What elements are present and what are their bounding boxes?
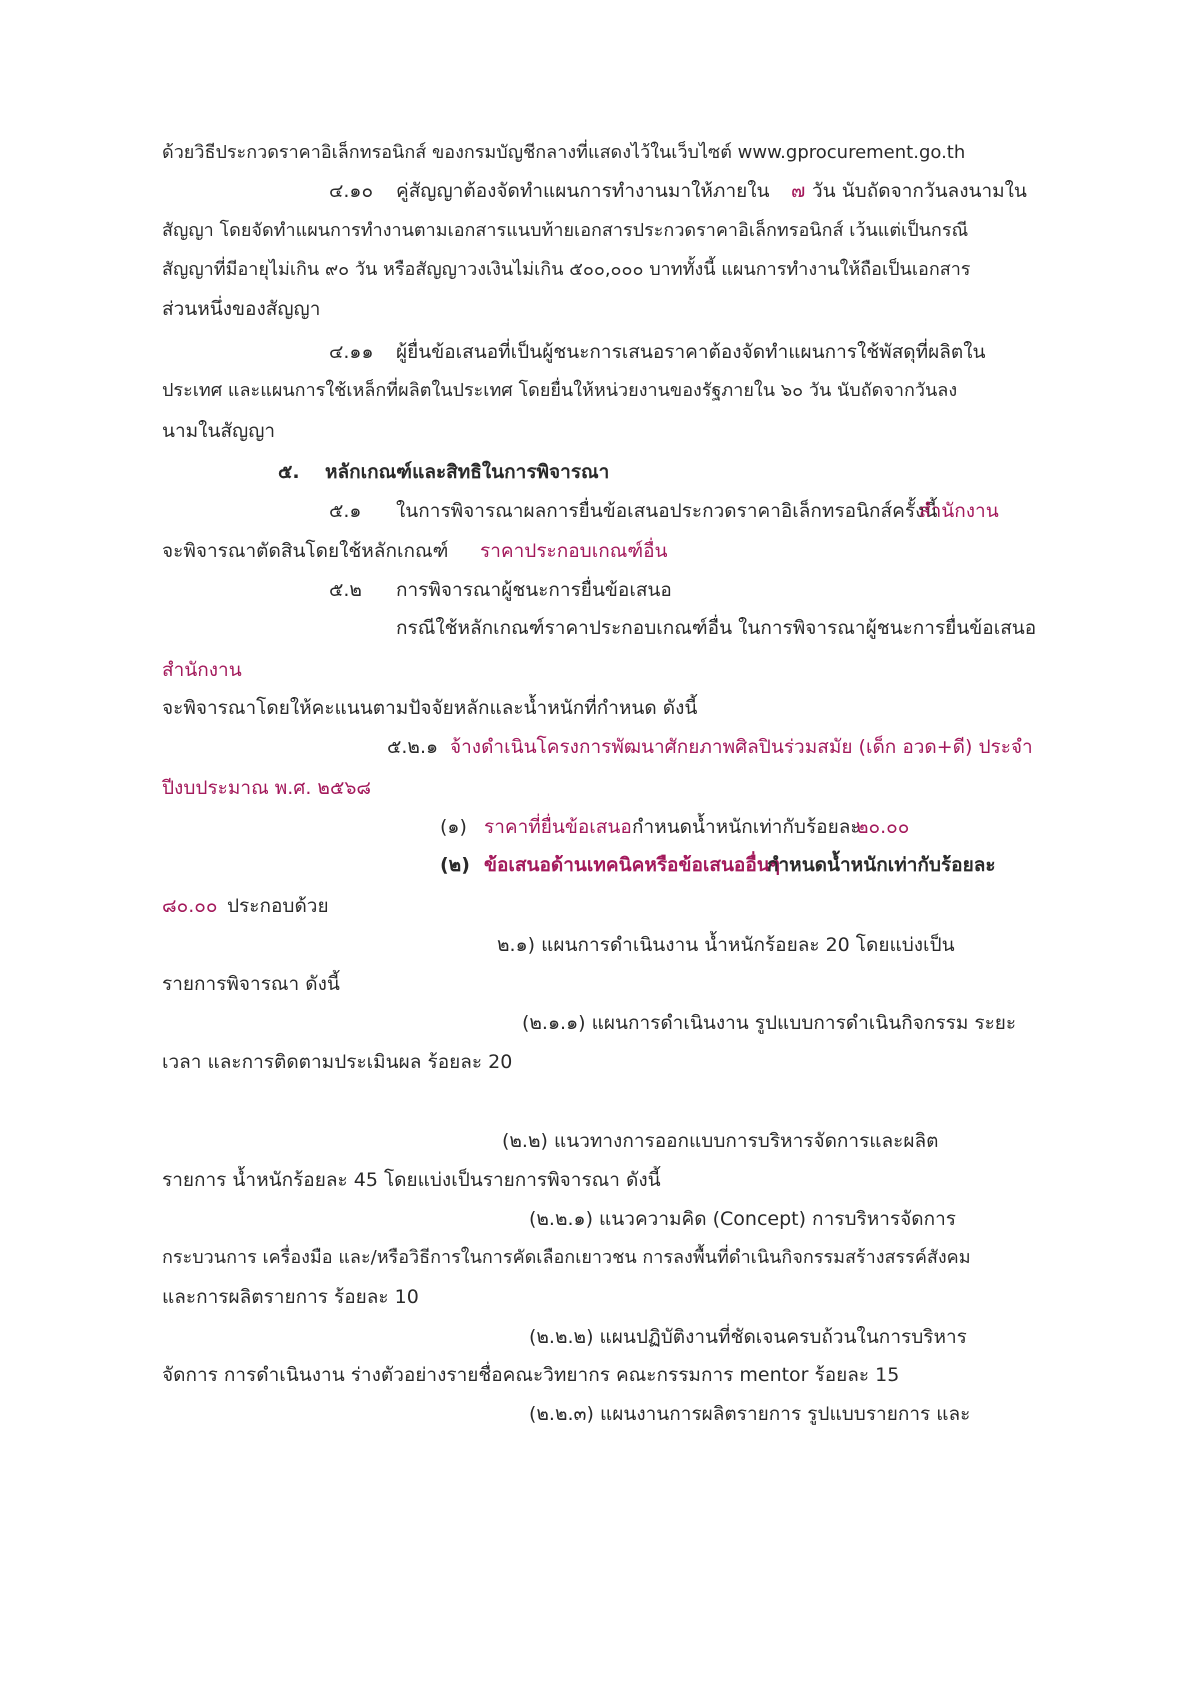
highlighted-value: ๒๐.๐๐	[856, 816, 910, 838]
text-line: ๒.๑) แผนการดำเนินงาน น้ำหนักร้อยละ 20 โดยแบ่งเป็น	[497, 934, 955, 956]
section-number: ๕.	[278, 461, 300, 483]
text-line: การพิจารณาผู้ชนะการยื่นข้อเสนอ	[396, 579, 672, 601]
text-line: จะพิจารณาโดยให้คะแนนตามปัจจัยหลักและน้ำหนักที่กำหนด ดังนี้	[162, 697, 698, 719]
text-line: จะพิจารณาตัดสินโดยใช้หลักเกณฑ์	[162, 540, 449, 562]
clause-number: ๔.๑๑	[329, 341, 374, 363]
text-line: นามในสัญญา	[162, 420, 276, 442]
text-line: ประกอบด้วย	[227, 895, 329, 917]
text-line: กรณีใช้หลักเกณฑ์ราคาประกอบเกณฑ์อื่น ในการพิจารณาผู้ชนะการยื่นข้อเสนอ	[396, 617, 1037, 639]
text-line: ด้วยวิธีประกวดราคาอิเล็กทรอนิกส์ ของกรมบัญชีกลางที่แสดงไว้ในเว็บไซต์ www.gprocurement.go.th	[162, 142, 966, 163]
highlighted-value: ข้อเสนอด้านเทคนิคหรือข้อเสนออื่นๆ	[484, 854, 780, 876]
text-line: รายการพิจารณา ดังนี้	[162, 973, 340, 995]
text-line: (๒.๒.๒) แผนปฏิบัติงานที่ชัดเจนครบถ้วนในการบริหาร	[529, 1326, 967, 1348]
text-line: (๒.๑.๑) แผนการดำเนินงาน รูปแบบการดำเนินกิจกรรม ระยะ	[522, 1012, 1017, 1034]
highlighted-value: ปีงบประมาณ พ.ศ. ๒๕๖๘	[162, 777, 372, 799]
highlighted-value: จ้างดำเนินโครงการพัฒนาศักยภาพศิลปินร่วมสมัย (เด็ก อวด+ดี) ประจำ	[450, 736, 1033, 758]
text-line: เวลา และการติดตามประเมินผล ร้อยละ 20	[162, 1051, 513, 1073]
text-line: กระบวนการ เครื่องมือ และ/หรือวิธีการในการคัดเลือกเยาวชน การลงพื้นที่ดำเนินกิจกรรมสร้างสรรค์สังคม	[162, 1247, 971, 1268]
highlighted-value: ๘๐.๐๐	[162, 895, 218, 917]
text-line: รายการ น้ำหนักร้อยละ 45 โดยแบ่งเป็นรายการพิจารณา ดังนี้	[162, 1169, 661, 1191]
text-line: กำหนดน้ำหนักเท่ากับร้อยละ	[632, 816, 861, 838]
section-heading: หลักเกณฑ์และสิทธิในการพิจารณา	[325, 461, 610, 483]
item-number: (๒)	[440, 854, 470, 876]
text-line: และการผลิตรายการ ร้อยละ 10	[162, 1286, 419, 1308]
text-line: กำหนดน้ำหนักเท่ากับร้อยละ	[767, 854, 996, 876]
clause-number: ๕.๑	[329, 500, 362, 522]
text-line: ส่วนหนึ่งของสัญญา	[162, 298, 321, 320]
highlighted-value: ๗	[791, 180, 806, 202]
item-number: (๑)	[440, 816, 467, 838]
text-line: วัน นับถัดจากวันลงนามใน	[812, 180, 1027, 202]
highlighted-value: สำนักงาน	[919, 500, 999, 522]
highlighted-value: ราคาที่ยื่นข้อเสนอ	[484, 816, 632, 838]
text-line: (๒.๒.๑) แนวความคิด (Concept) การบริหารจัดการ	[529, 1208, 956, 1230]
clause-number: ๕.๒	[329, 579, 362, 601]
clause-number: ๔.๑๐	[329, 180, 374, 202]
text-line: (๒.๒) แนวทางการออกแบบการบริหารจัดการและผลิต	[502, 1130, 939, 1152]
clause-number: ๕.๒.๑	[387, 736, 439, 758]
text-line: จัดการ การดำเนินงาน ร่างตัวอย่างรายชื่อคณะวิทยากร คณะกรรมการ mentor ร้อยละ 15	[162, 1364, 900, 1386]
text-line: สัญญา โดยจัดทำแผนการทำงานตามเอกสารแนบท้ายเอกสารประกวดราคาอิเล็กทรอนิกส์ เว้นแต่เป็นกรณี	[162, 220, 969, 241]
highlighted-value: ราคาประกอบเกณฑ์อื่น	[480, 540, 668, 562]
text-line: ผู้ยื่นข้อเสนอที่เป็นผู้ชนะการเสนอราคาต้องจัดทำแผนการใช้พัสดุที่ผลิตใน	[396, 341, 986, 363]
text-line: (๒.๒.๓) แผนงานการผลิตรายการ รูปแบบรายการ และ	[529, 1403, 971, 1425]
highlighted-value: สำนักงาน	[162, 659, 242, 681]
text-line: ประเทศ และแผนการใช้เหล็กที่ผลิตในประเทศ โดยยื่นให้หน่วยงานของรัฐภายใน ๖๐ วัน นับถัดจากวันลง	[162, 380, 958, 401]
text-line: คู่สัญญาต้องจัดทำแผนการทำงานมาให้ภายใน	[396, 180, 770, 202]
text-line: สัญญาที่มีอายุไม่เกิน ๙๐ วัน หรือสัญญาวงเงินไม่เกิน ๕๐๐,๐๐๐ บาททั้งนี้ แผนการทำงานให้ถือเป็นเอกสาร	[162, 259, 971, 280]
text-line: ในการพิจารณาผลการยื่นข้อเสนอประกวดราคาอิเล็กทรอนิกส์ครั้งนี้	[396, 500, 938, 522]
